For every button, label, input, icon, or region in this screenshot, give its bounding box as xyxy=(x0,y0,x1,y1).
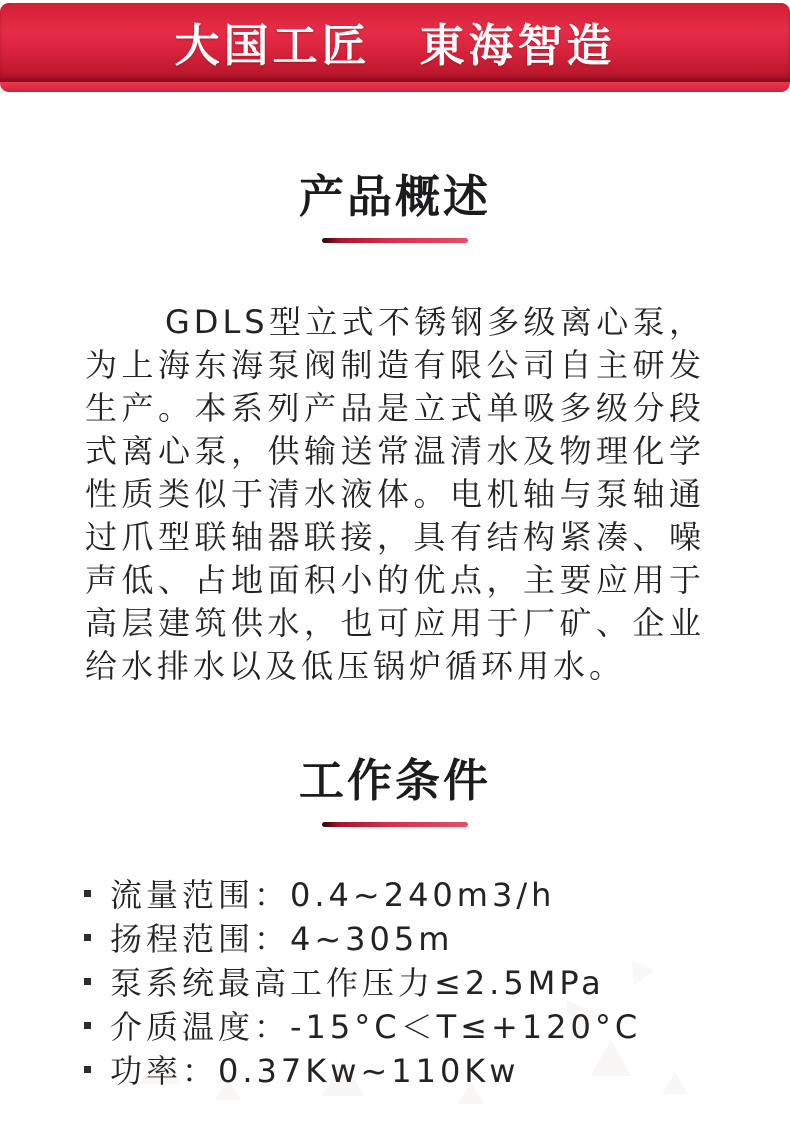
condition-text: 功率：0.37Kw~110Kw xyxy=(110,1052,520,1090)
condition-text: 流量范围：0.4~240m3/h xyxy=(110,876,556,914)
overview-paragraph: GDLS型立式不锈钢多级离心泵，为上海东海泵阀制造有限公司自主研发生产。本系列产品是立式单吸多级分段式离心泵，供输送常温清水及物理化学性质类似于清水液体。电机轴与泵轴通过爪型联轴器联接，具有结构紧凑、噪声低、占地面积小的优点，主要应用于高层建筑供水，也可应用于厂矿、企业给水排水以及低压锅炉循环用水。 xyxy=(85,303,705,685)
conditions-heading: 工作条件 xyxy=(298,754,491,807)
bullet-icon xyxy=(84,934,91,941)
conditions-list xyxy=(84,871,730,1091)
condition-item-max-pressure xyxy=(84,959,730,1003)
bullet-icon xyxy=(84,1066,91,1073)
condition-item-power-range xyxy=(84,1047,730,1091)
condition-text: 扬程范围：4~305m xyxy=(110,920,454,958)
condition-text: 泵系统最高工作压力≤2.5MPa xyxy=(110,964,605,1002)
banner xyxy=(0,3,790,92)
condition-item-head-range xyxy=(84,915,730,959)
banner-main xyxy=(0,3,790,79)
overview-heading: 产品概述 xyxy=(298,170,491,223)
condition-item-medium-temperature xyxy=(84,1003,730,1047)
bullet-icon xyxy=(84,890,91,897)
bullet-icon xyxy=(84,978,91,985)
bullet-icon xyxy=(84,1022,91,1029)
heading-underline xyxy=(322,822,468,827)
section-product-overview xyxy=(0,160,790,688)
section-working-conditions xyxy=(0,744,790,1091)
condition-item-flow-range xyxy=(84,871,730,915)
heading-underline xyxy=(322,238,468,243)
banner-title: 大国工匠 東海智造 xyxy=(174,18,616,72)
banner-edge xyxy=(0,79,790,92)
condition-text: 介质温度：-15°C＜T≤+120°C xyxy=(110,1008,642,1046)
